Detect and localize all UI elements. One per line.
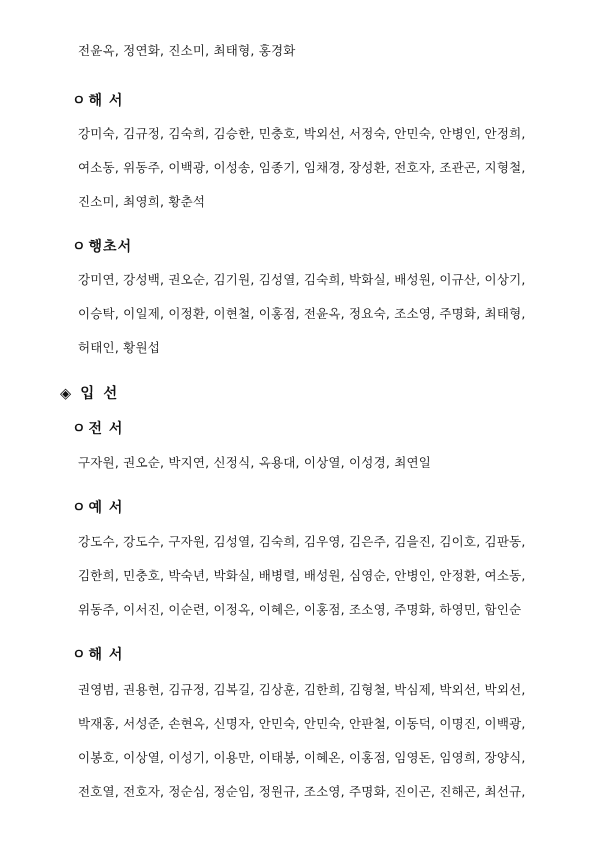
name-list-line: 진소미, 최영희, 황춘석: [78, 194, 206, 209]
name-list-line: 김한희, 민충호, 박숙년, 박화실, 배병렬, 배성원, 심영순, 안병인, 안정환, 여소동,: [78, 568, 526, 583]
category-heading-haeseo: [72, 90, 123, 110]
name-list-line: 박재홍, 서성준, 손현옥, 신명자, 안민숙, 안민숙, 안판철, 이동덕, 이명진, 이백광,: [78, 716, 526, 731]
name-list-line: 강미숙, 김규정, 김숙희, 김승한, 민충호, 박외선, 서정숙, 안민숙, 안병인, 안정희,: [78, 126, 526, 141]
name-list-line: 강도수, 강도수, 구자원, 김성열, 김숙희, 김우영, 김은주, 김을진, 김이호, 김판동,: [78, 534, 526, 549]
category-title: 예 서: [88, 500, 124, 516]
name-list-line: 강미연, 강성백, 권오순, 김기원, 김성열, 김숙희, 박화실, 배성원, 이규산, 이상기,: [78, 272, 526, 287]
circle-bullet: ㅇ: [72, 647, 87, 663]
name-list-line: 이봉호, 이상열, 이성기, 이용만, 이태봉, 이혜온, 이홍점, 임영돈, 임영희, 장양식,: [78, 750, 526, 765]
name-list-line: 권영범, 권용현, 김규정, 김복길, 김상훈, 김한희, 김형철, 박심제, 박외선, 박외선,: [78, 682, 526, 697]
circle-bullet: ㅇ: [72, 239, 87, 255]
category-title: 전 서: [88, 421, 124, 437]
category-title: 해 서: [88, 93, 124, 109]
circle-bullet: ㅇ: [72, 93, 87, 109]
name-list-line: 이승탁, 이일제, 이정환, 이현철, 이홍점, 전윤옥, 정요숙, 조소영, 주명화, 최태형,: [78, 306, 526, 321]
circle-bullet: ㅇ: [72, 421, 87, 437]
name-list-line: 전윤옥, 정연화, 진소미, 최태형, 홍경화: [78, 43, 296, 58]
category-title: 해 서: [88, 647, 124, 663]
name-list-line: 구자원, 권오순, 박지연, 신정식, 옥용대, 이상열, 이성경, 최연일: [78, 455, 432, 470]
name-list-line: 위동주, 이서진, 이순련, 이정옥, 이혜은, 이홍점, 조소영, 주명화, 하영민, 함인순: [78, 602, 522, 617]
category-heading-haeseo: [72, 644, 123, 664]
section-heading-ipseon: ◈ 입 선: [60, 386, 120, 402]
category-title: 행초서: [88, 239, 133, 255]
circle-bullet: ㅇ: [72, 500, 87, 516]
category-heading-yeseo: [72, 497, 123, 517]
name-list-line: 여소동, 위동주, 이백광, 이성송, 임종기, 임채경, 장성환, 전호자, 조관곤, 지형철,: [78, 160, 526, 175]
name-list-line: 전호열, 전호자, 정순심, 정순임, 정원규, 조소영, 주명화, 진이곤, 진해곤, 최선규,: [78, 784, 526, 799]
name-list-line: 허태인, 황원섭: [78, 340, 160, 355]
category-heading-jeonseo: [72, 418, 123, 438]
category-heading-haengchoseo: [72, 236, 132, 256]
